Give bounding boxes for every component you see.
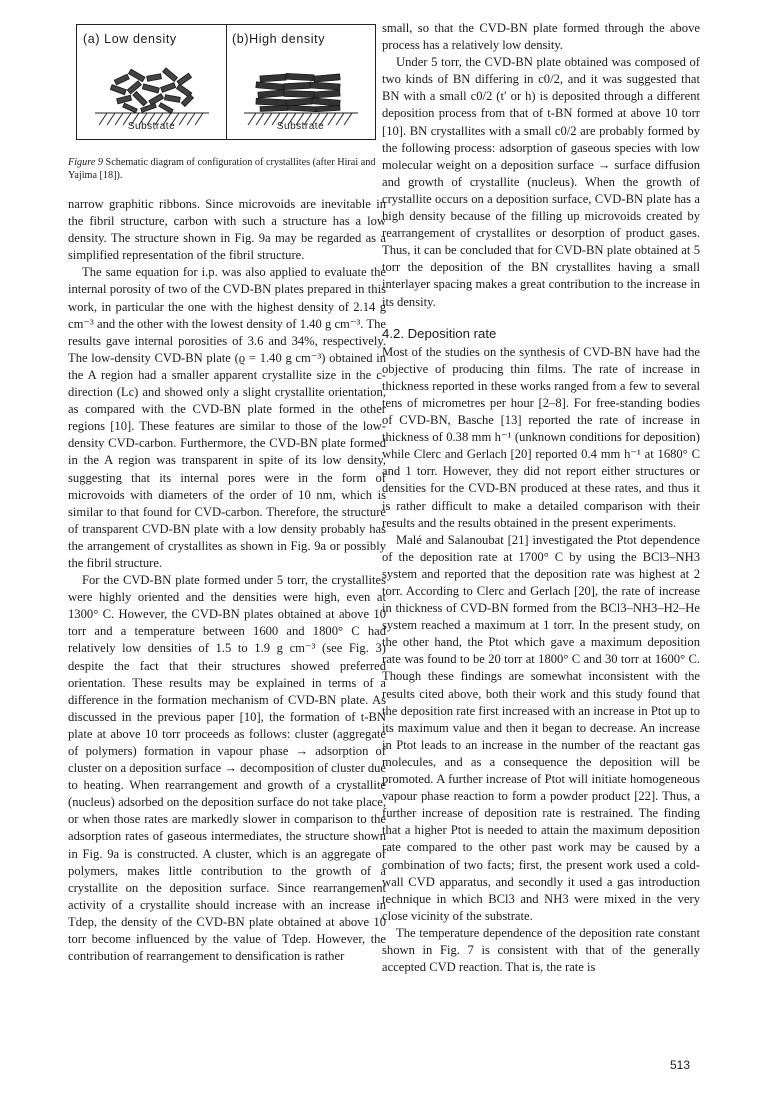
substrate-label-b: Substrate xyxy=(276,120,325,132)
right-paragraph-4: Malé and Salanoubat [21] investigated the Ptot dependence of the deposition rate at 1700° C by using the BCl3–NH3 system and reported that the deposition rate was highest at 2 torr. According to Clerc and Gerlach [20], the rate of increase in thickness of CVD-BN formed from the BCl3–NH3–H2–He system reached a maximum at 1 torr. In the present study, on the other hand, the Ptot which gave a maximum deposition rate was found to be 20 torr at 1800° C and 30 torr at 1600° C. Though these findings are somewhat inconsistent with the results cited above, both their work and this study found that the deposition rate first increased with an increase in Ptot up to its maximum value and then it began to decrease. An increase in Ptot leads to an increase in the number of the reactant gas molecules, and as a consequence the deposition will be promoted. A further increase of Ptot will initiate homogeneous vapour phase reaction to form a powder product [22]. Thus, a further increase of deposition rate is restrained. The finding that a higher Ptot is needed to attain the maximum deposition rate compared to the other past work may be caused by a combination of two facts; first, the present work used a cold-wall CVD apparatus, and secondly it used a gas introduction technique in which BCl3 and NH3 were mixed in the very close vicinity of the substrate. xyxy=(382,532,700,923)
section-heading: 4.2. Deposition rate xyxy=(382,325,497,341)
right-paragraph-3: Most of the studies on the synthesis of CVD-BN have had the objective of producing thin films. The rate of increase in thickness reported in these works ranged from a few to several tens of micrometres per hour [2–8]. For free-standing bodies of CVD-BN, Basche [13] reported the rate of increase in thickness of 0.38 mm h⁻¹ (unknown conditions for deposition) while Clerc and Gerlach [20] reported 0.4 mm h⁻¹ at 1680° C and 1 torr. However, they did not report either structures or densities for the CVD-BN produced at these rates, and thus it is rather difficult to make a detailed comparison with their results and the results obtained in the present experiments. xyxy=(382,344,700,530)
left-paragraph-1: narrow graphitic ribbons. Since microvoids are inevitable in the fibril structure, carbon with such a structure has a low density. The structure shown in Fig. 9a may be regarded as a simplified representation of the fibril structure. xyxy=(68,197,386,263)
right-paragraph-1: small, so that the CVD-BN plate formed through the above process has a relatively low density. xyxy=(382,21,700,53)
right-paragraph-5: The temperature dependence of the deposition rate constant shown in Fig. 7 is consistent with that of the generally accepted CVD reaction. That is, the rate is xyxy=(382,925,700,975)
page-number: 513 xyxy=(670,1058,691,1072)
panel-a-label: (a) Low density xyxy=(83,32,177,46)
right-paragraph-2: Under 5 torr, the CVD-BN plate obtained was composed of two kinds of BN differing in c0/2, and it was suggested that BN with a small c0/2 (t′ or h) is deposited through a different deposition process from that of t-BN formed at above 10 torr [10]. BN crystallites with a small c0/2 are probably formed by the following process: adsorption of gaseous species with low molecular weight on a deposition surface → surface diffusion and growth of crystallite (nucleus). When the growth of crystallite occurs on a deposition surface, CVD-BN plate has a high density because of the filling up microvoids created by rearrangement of crystallites or desorption of product gases. Thus, it can be concluded that for CVD-BN plate obtained at 5 torr the deposition of the BN crystallites having a small interlayer spacing makes a great contribution to the increase in its density. xyxy=(382,55,700,309)
left-paragraph-2: The same equation for i.p. was also applied to evaluate the internal porosity of two of the CVD-BN plates prepared in this work, in particular the one with the highest density of 2.14 g cm⁻³ and the other with the lowest density of 1.40 g cm⁻³. The results gave internal porosities of 3.6 and 34%, respectively. The low-density CVD-BN plate (ϱ = 1.40 g cm⁻³) obtained in the A region had a smaller apparent crystallite size in the c-direction (Lc) and showed only a slight crystallite orientation, as compared with the CVD-BN plate formed in the other regions [10]. These features are similar to those of the low-density CVD-carbon. Furthermore, the CVD-BN plate formed in the A region was transparent in spite of its low density, suggesting that its internal pores were in the form of microvoids with diameters of the order of 10 nm, which is similar to that found for CVD-carbon. Therefore, the structure of transparent CVD-BN plate with a low density probably has the arrangement of crystallites as shown in Fig. 9a or possibly the fibril structure. xyxy=(68,265,386,570)
figure-panel-low-density xyxy=(77,25,227,139)
left-paragraph-3: For the CVD-BN plate formed under 5 torr, the crystallites were highly oriented and the densities were high, even at 1300° C. However, the CVD-BN plates obtained at above 10 torr and a temperature between 1600 and 1800° C had relatively low densities of 1.5 to 1.9 g cm⁻³ (see Fig. 3) despite the fact that their structures showed preferred orientation. These results may be explained in terms of a difference in the formation mechanism of CVD-BN plate. As discussed in the previous paper [10], the formation of t-BN plate at above 10 torr proceeds as follows: cluster (aggregate of polymers) formation in vapour phase → adsorption of cluster on a deposition surface → decomposition of cluster due to heating. When rearrangement and growth of a crystallite (nucleus) adsorbed on the deposition surface do not take place, or when those rates are markedly slower in comparison to the adsorption rates of gaseous intermediates, the structure shown in Fig. 9a is constructed. A cluster, which is an aggregate of polymers, makes little contribution to the growth of a crystallite on the deposition surface. Since rearrangement activity of a crystallite should increase with an increase in Tdep, the density of the CVD-BN plate obtained at above 10 torr become influenced by the value of Tdep. However, the contribution of rearrangement to densification is rather xyxy=(68,573,386,964)
caption-text: Schematic diagram of configuration of crystallites (after Hirai and Yajima [18]). xyxy=(68,157,376,181)
figure-9 xyxy=(76,24,376,140)
right-column xyxy=(382,20,700,976)
panel-b-label: (b)High density xyxy=(232,32,326,46)
figure-panel-high-density xyxy=(226,25,375,139)
substrate-label-a: Substrate xyxy=(127,120,176,132)
figure-caption xyxy=(68,156,386,182)
left-column xyxy=(68,20,386,965)
caption-label: Figure 9 xyxy=(68,157,103,168)
